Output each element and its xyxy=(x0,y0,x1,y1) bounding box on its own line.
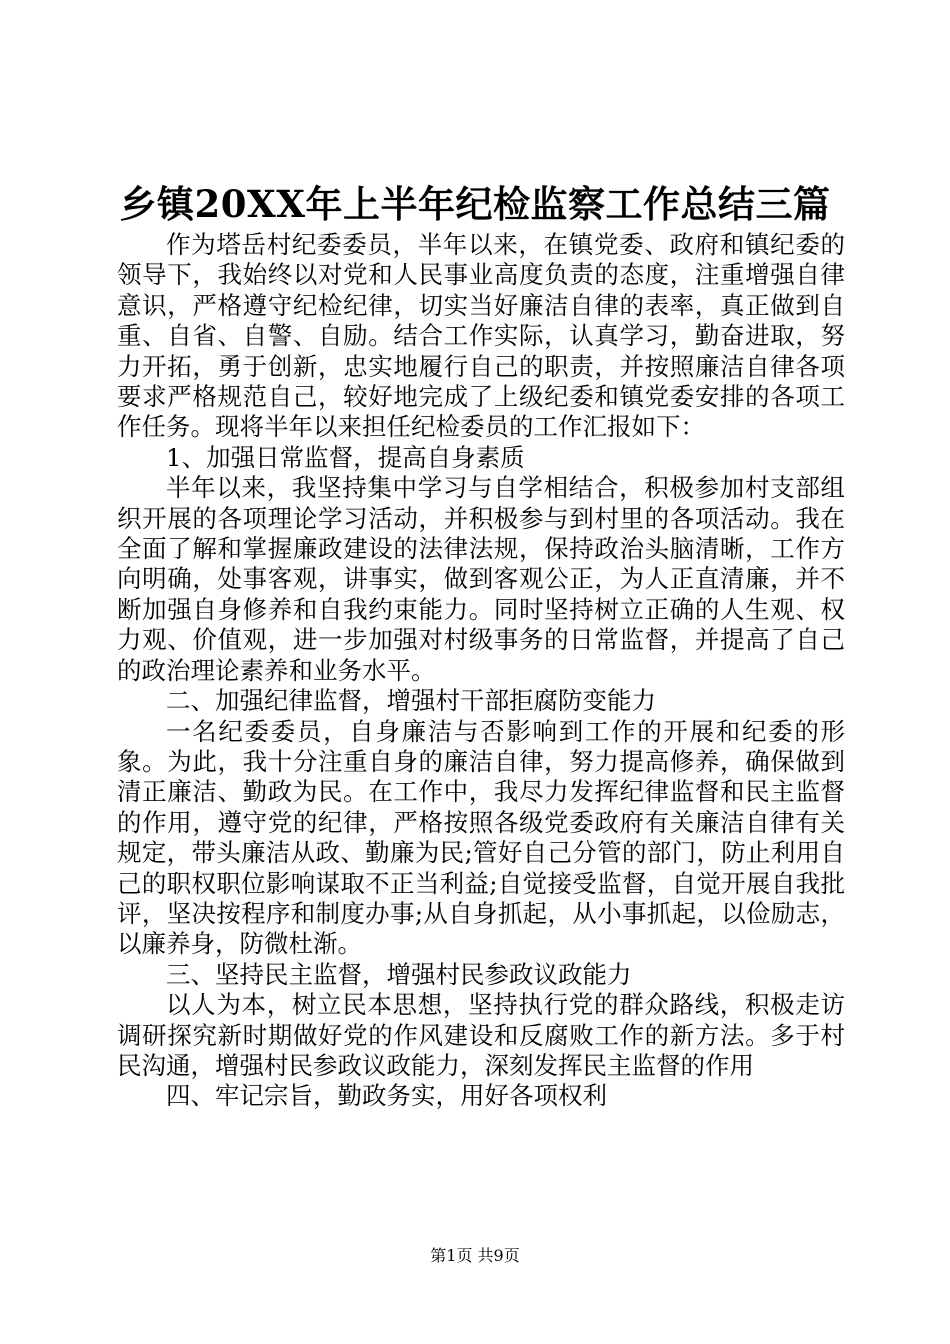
paragraph-section-3: 以人为本，树立民本思想，坚持执行党的群众路线，积极走访调研探究新时期做好党的作风建设和反腐败工作的新方法。多于村民沟通，增强村民参政议政能力，深刻发挥民主监督的作用 xyxy=(117,990,845,1080)
section-heading-1: 1、加强日常监督，提高自身素质 xyxy=(166,442,525,472)
section-heading-3: 三、坚持民主监督，增强村民参政议政能力 xyxy=(166,959,632,989)
section-heading-2: 二、加强纪律监督，增强村干部拒腐防变能力 xyxy=(166,686,656,716)
paragraph-section-2: 一名纪委委员，自身廉洁与否影响到工作的开展和纪委的形象。为此，我十分注重自身的廉洁自律，努力提高修养，确保做到清正廉洁、勤政为民。在工作中，我尽力发挥纪律监督和民主监督的作用，遵守党的纪律，严格按照各级党委政府有关廉洁自律有关规定，带头廉洁从政、勤廉为民;管好自己分管的部门，防止利用自己的职权职位影响谋取不正当利益;自觉接受监督，自觉开展自我批评，坚决按程序和制度办事;从自身抓起，从小事抓起，以俭励志，以廉养身，防微杜渐。 xyxy=(117,716,845,959)
document-body xyxy=(117,230,845,1112)
paragraph-intro: 作为塔岳村纪委委员，半年以来，在镇党委、政府和镇纪委的领导下，我始终以对党和人民事业高度负责的态度，注重增强自律意识，严格遵守纪检纪律，切实当好廉洁自律的表率，真正做到自重、自省、自警、自励。结合工作实际，认真学习，勤奋进取，努力开拓，勇于创新，忠实地履行自己的职责，并按照廉洁自律各项要求严格规范自己，较好地完成了上级纪委和镇党委安排的各项工作任务。现将半年以来担任纪检委员的工作汇报如下： xyxy=(117,230,845,442)
section-heading-4: 四、牢记宗旨，勤政务实，用好各项权利 xyxy=(166,1081,607,1111)
paragraph-section-1: 半年以来，我坚持集中学习与自学相结合，积极参加村支部组织开展的各项理论学习活动，并积极参与到村里的各项活动。我在全面了解和掌握廉政建设的法律法规，保持政治头脑清晰，工作方向明确，处事客观，讲事实，做到客观公正，为人正直清廉，并不断加强自身修养和自我约束能力。同时坚持树立正确的人生观、权力观、价值观，进一步加强对村级事务的日常监督，并提高了自己的政治理论素养和业务水平。 xyxy=(117,473,845,685)
document-title: 乡镇20XX年上半年纪检监察工作总结三篇 xyxy=(119,182,831,226)
page-number-footer: 第1页 共9页 xyxy=(430,1246,520,1265)
